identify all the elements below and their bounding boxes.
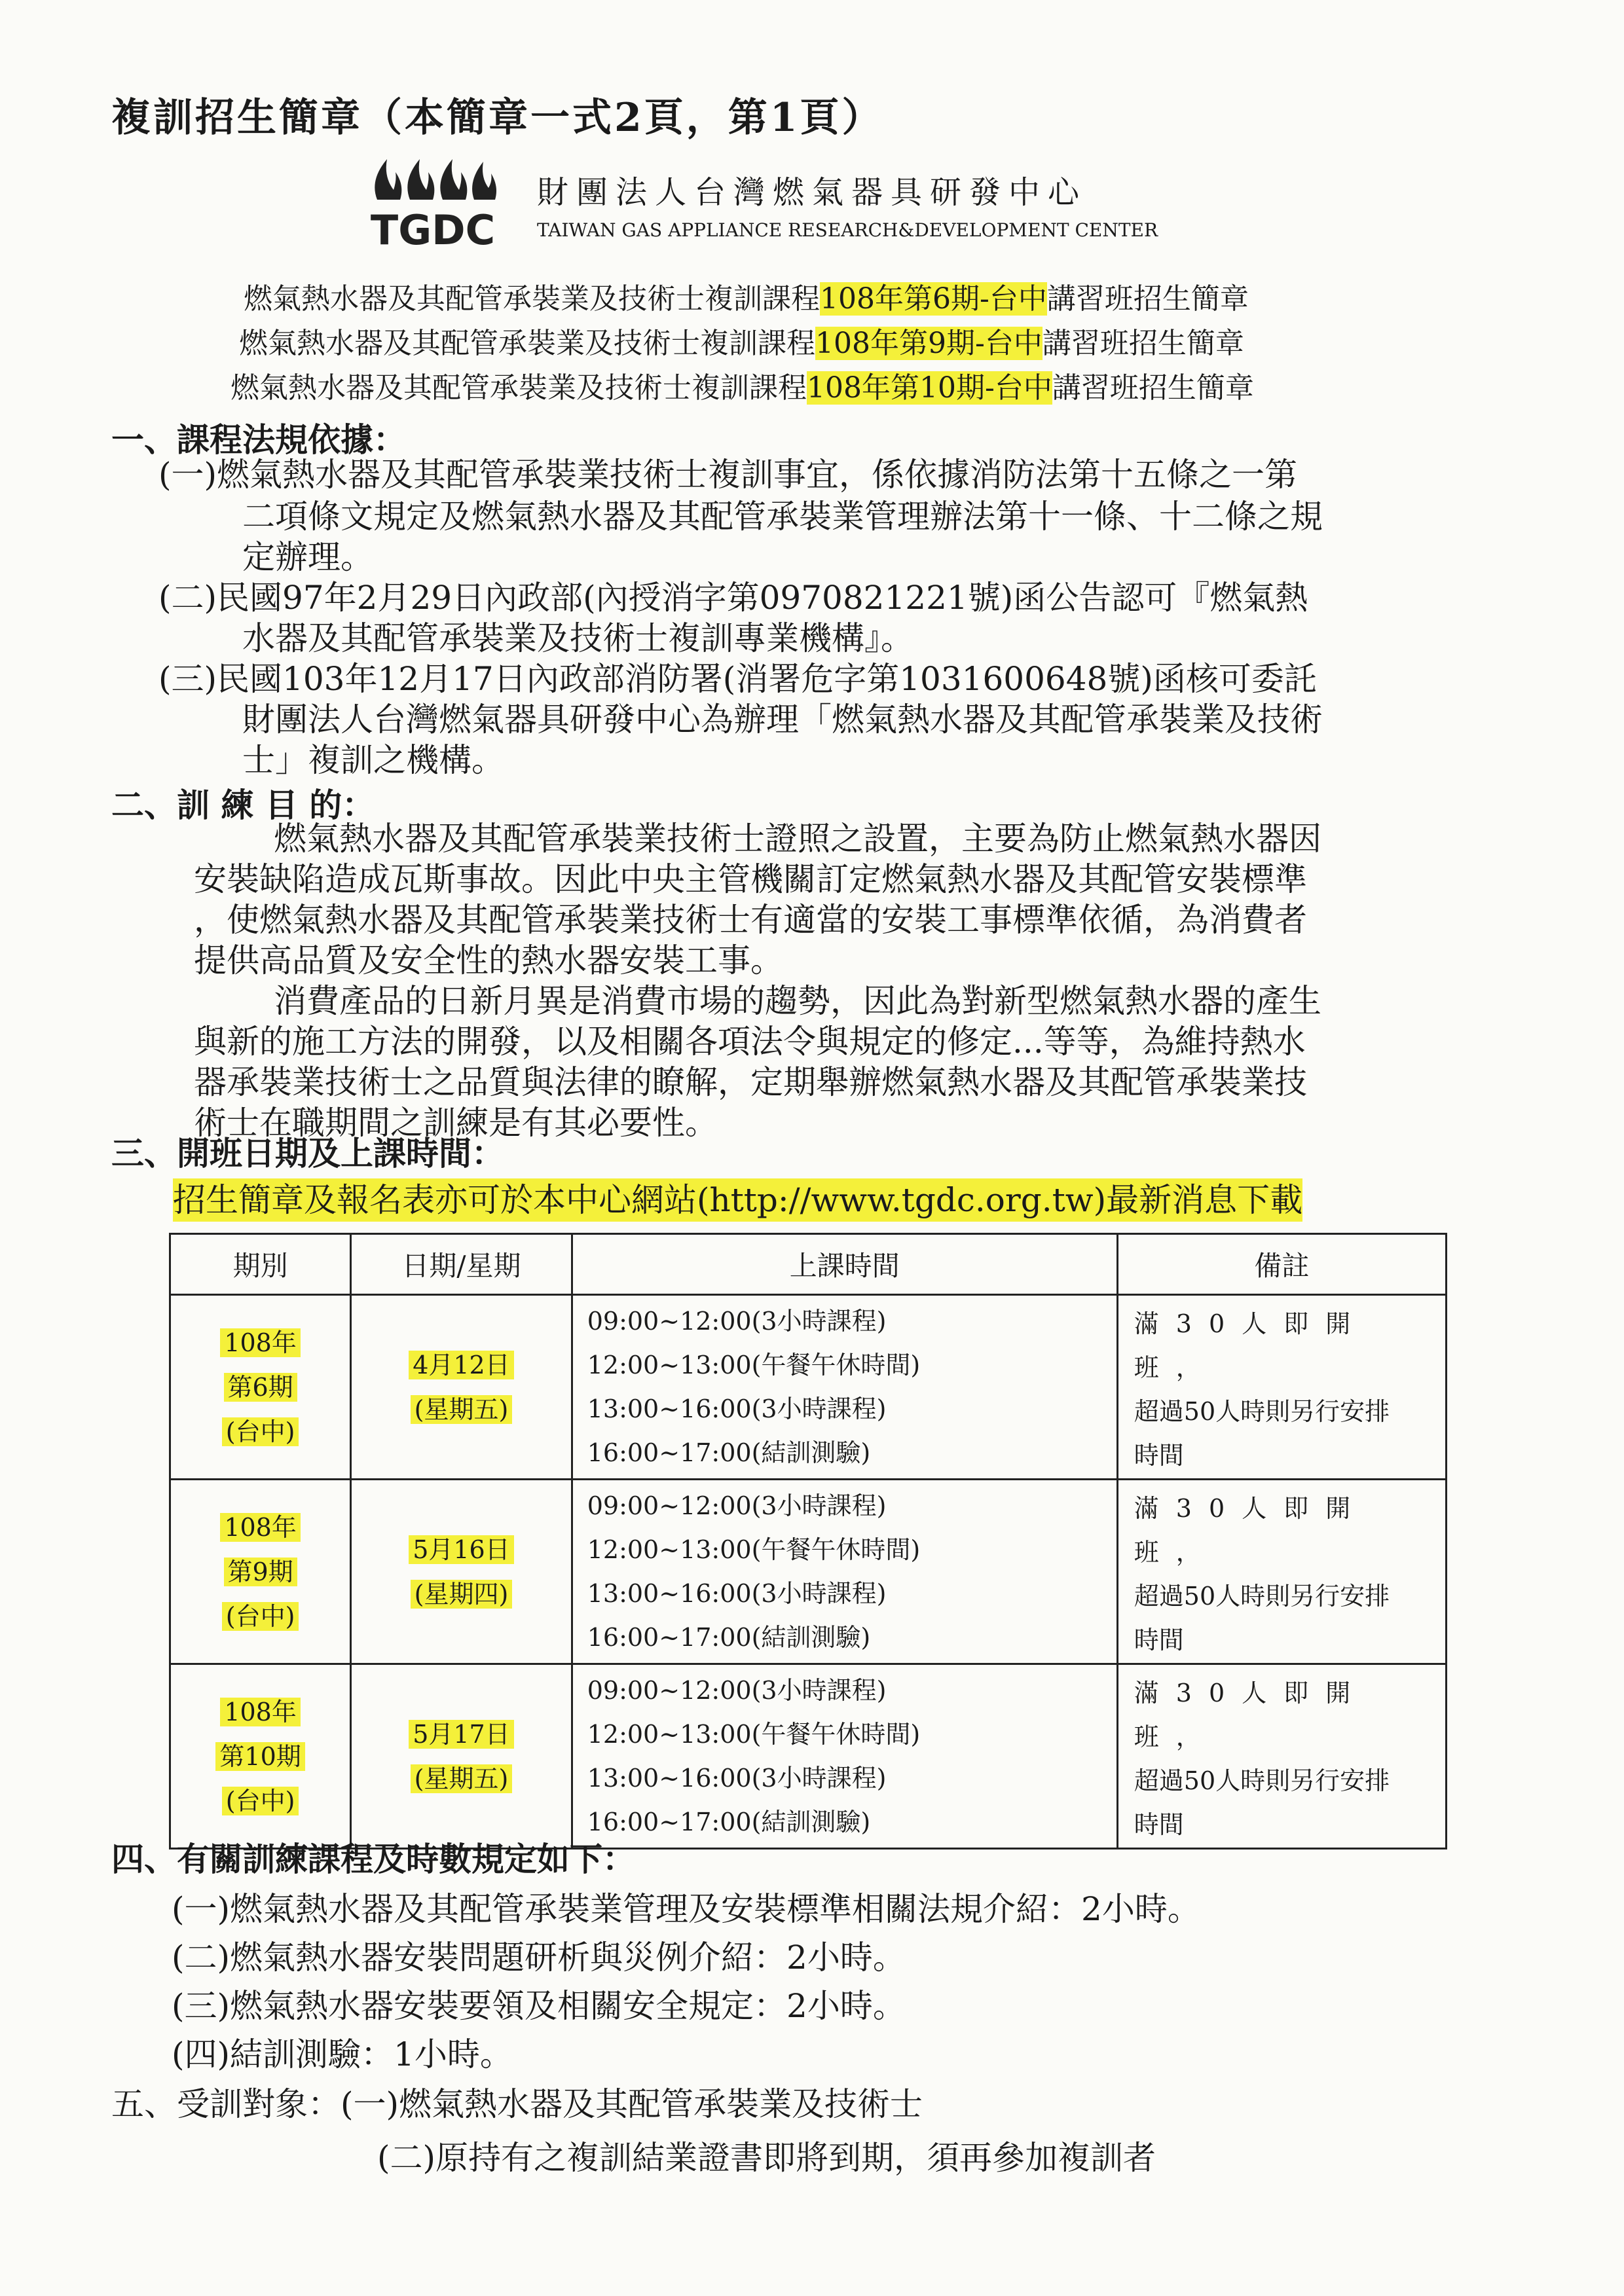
note-cell: 滿30人即開班， 超過50人時則另行安排 時間 — [1117, 1480, 1446, 1664]
section2-line: 器承裝業技術士之品質與法律的瞭解，定期舉辦燃氣熱水器及其配管承裝業技 — [194, 1063, 1307, 1101]
section-heading: 二、訓 練 目 的： — [111, 786, 375, 824]
section2-line: 提供高品質及安全性的熱水器安裝工事。 — [194, 941, 783, 979]
section4-item: (二)燃氣熱水器安裝問題研析與災例介紹：2小時。 — [172, 1939, 906, 1977]
section2-line: 消費產品的日新月異是消費市場的趨勢，因此為對新型燃氣熱水器的產生 — [274, 982, 1321, 1020]
course-line: 燃氣熱水器及其配管承裝業及技術士複訓課程108年第9期-台中講習班招生簡章 — [239, 327, 1244, 360]
column-header: 日期/星期 — [351, 1234, 572, 1295]
section5-item: (二)原持有之複訓結業證書即將到期，須再參加複訓者 — [377, 2139, 1156, 2177]
section1-line: 水器及其配管承裝業及技術士複訓專業機構』。 — [242, 619, 913, 657]
section1-line: 財團法人台灣燃氣器具研發中心為辦理「燃氣熱水器及其配管承裝業及技術 — [242, 701, 1323, 738]
section-heading: 一、課程法規依據： — [111, 420, 406, 459]
section-heading: 五、受訓對象： — [111, 2085, 341, 2123]
column-header: 上課時間 — [572, 1234, 1117, 1295]
section2-line: ，使燃氣熱水器及其配管承裝業技術士有適當的安裝工事標準依循，為消費者 — [194, 901, 1307, 939]
period-cell: 108年 第10期 (台中) — [170, 1664, 351, 1849]
course-session: 108年第6期-台中 — [820, 282, 1047, 316]
section2-line: 燃氣熱水器及其配管承裝業技術士證照之設置，主要為防止燃氣熱水器因 — [274, 820, 1321, 858]
section5-line — [111, 2078, 923, 2125]
time-cell: 09:00~12:00(3小時課程) 12:00~13:00(午餐午休時間) 13:00~16:00(3小時課程) 16:00~17:00(結訓測驗) — [572, 1295, 1117, 1480]
section1-line: (三)民國103年12月17日內政部消防署(消署危字第1031600648號)函核可委託 — [158, 660, 1317, 698]
date-cell: 5月17日 (星期五) — [351, 1664, 572, 1849]
section1-line: 定辦理。 — [242, 538, 373, 576]
note-cell: 滿30人即開班， 超過50人時則另行安排 時間 — [1117, 1295, 1446, 1480]
section-heading: 四、有關訓練課程及時數規定如下： — [111, 1840, 635, 1878]
org-name-en: TAIWAN GAS APPLIANCE RESEARCH&DEVELOPMENT CENTER — [537, 219, 1158, 241]
note-cell: 滿30人即開班， 超過50人時則另行安排 時間 — [1117, 1664, 1446, 1849]
course-session: 108年第9期-台中 — [815, 327, 1043, 360]
section1-line: (一)燃氣熱水器及其配管承裝業技術士複訓事宜，係依據消防法第十五條之一第 — [158, 456, 1298, 494]
date-cell: 4月12日 (星期五) — [351, 1295, 572, 1480]
time-cell: 09:00~12:00(3小時課程) 12:00~13:00(午餐午休時間) 13:00~16:00(3小時課程) 16:00~17:00(結訓測驗) — [572, 1480, 1117, 1664]
download-notice: 招生簡章及報名表亦可於本中心網站(http://www.tgdc.org.tw)最新消息下載 — [173, 1178, 1302, 1222]
period-cell: 108年 第6期 (台中) — [170, 1295, 351, 1480]
column-header: 期別 — [170, 1234, 351, 1295]
section2-line: 與新的施工方法的開發，以及相關各項法令與規定的修定...等等，為維持熱水 — [194, 1023, 1306, 1061]
section2-line: 安裝缺陷造成瓦斯事故。因此中央主管機關訂定燃氣熱水器及其配管安裝標準 — [194, 860, 1307, 898]
table-row — [170, 1664, 1447, 1849]
tgdc-logo — [364, 154, 502, 252]
course-line: 燃氣熱水器及其配管承裝業及技術士複訓課程108年第10期-台中講習班招生簡章 — [231, 371, 1254, 405]
section1-line: 士」複訓之機構。 — [242, 741, 504, 779]
table-row — [170, 1480, 1447, 1664]
section4-item: (三)燃氣熱水器安裝要領及相關安全規定：2小時。 — [172, 1987, 906, 2025]
schedule-table — [169, 1233, 1447, 1850]
table-row — [170, 1295, 1447, 1480]
org-name-zh: 財團法人台灣燃氣器具研發中心 — [537, 174, 1088, 211]
course-line: 燃氣熱水器及其配管承裝業及技術士複訓課程108年第6期-台中講習班招生簡章 — [244, 282, 1249, 316]
document-title: 複訓招生簡章（本簡章一式2頁，第1頁） — [111, 95, 884, 141]
column-header: 備註 — [1117, 1234, 1446, 1295]
logo-text: TGDC — [370, 206, 496, 252]
table-header-row — [170, 1234, 1447, 1295]
period-cell: 108年 第9期 (台中) — [170, 1480, 351, 1664]
section2-line: 術士在職期間之訓練是有其必要性。 — [194, 1104, 718, 1142]
date-cell: 5月16日 (星期四) — [351, 1480, 572, 1664]
section4-item: (四)結訓測驗：1小時。 — [172, 2035, 513, 2073]
time-cell: 09:00~12:00(3小時課程) 12:00~13:00(午餐午休時間) 13:00~16:00(3小時課程) 16:00~17:00(結訓測驗) — [572, 1664, 1117, 1849]
section1-line: (二)民國97年2月29日內政部(內授消字第0970821221號)函公告認可『燃氣熱 — [158, 579, 1308, 617]
section-heading: 三、開班日期及上課時間： — [111, 1134, 504, 1173]
section4-item: (一)燃氣熱水器及其配管承裝業管理及安裝標準相關法規介紹：2小時。 — [172, 1890, 1200, 1928]
course-session: 108年第10期-台中 — [807, 371, 1052, 405]
section1-line: 二項條文規定及燃氣熱水器及其配管承裝業管理辦法第十一條、十二條之規 — [242, 498, 1323, 536]
section5-item: (一)燃氣熱水器及其配管承裝業及技術士 — [341, 2085, 923, 2123]
